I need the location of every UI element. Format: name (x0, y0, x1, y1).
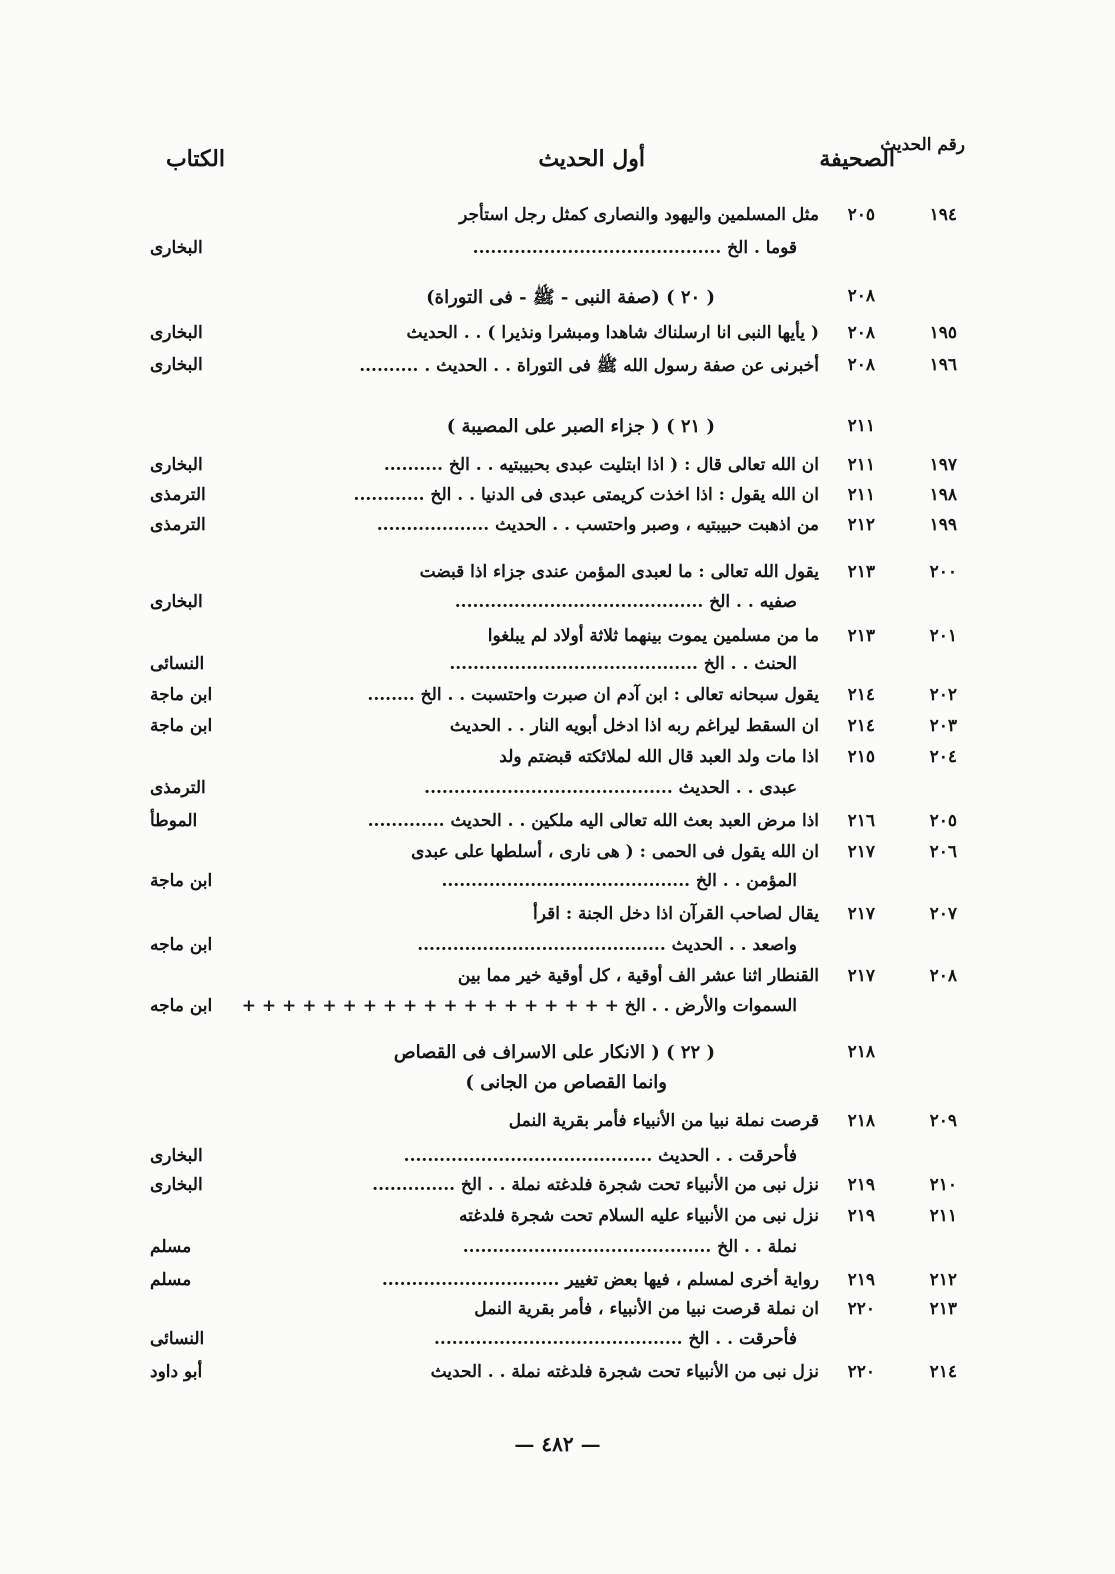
hadith-number: ٢٠٠ (929, 562, 957, 582)
book-name: الترمذى (150, 515, 206, 535)
hadith-number: ٢٠٣ (929, 716, 957, 736)
hadith-row (0, 1175, 1115, 1205)
page-number: — ٤٨٢ — (514, 1432, 601, 1456)
hadith-text: ما من مسلمين يموت بينهما ثلاثة أولاد لم يبلغوا (487, 626, 819, 646)
hadith-row (0, 747, 1115, 777)
hadith-row (0, 1270, 1115, 1300)
continuation-row (0, 778, 1115, 808)
hadith-number: ٢٠٤ (929, 747, 957, 767)
continuation-row (0, 1329, 1115, 1359)
hadith-number: ١٩٧ (929, 455, 957, 475)
book-name: النسائى (150, 654, 205, 674)
hadith-row (0, 485, 1115, 515)
book-name: ابن ماجه (150, 935, 213, 955)
page-number-cell: ٢١٨ (847, 1042, 875, 1062)
hadith-text: صفيه . . الخ .......................................... (454, 592, 797, 612)
hadith-number: ٢١٤ (929, 1362, 957, 1382)
hadith-number: ٢٠٨ (929, 966, 957, 986)
section-heading-row (0, 286, 1115, 316)
section-title: ( ٢١ ) ( جزاء الصبر على المصيبة ) (446, 416, 715, 437)
hadith-row (0, 811, 1115, 841)
continuation-row (0, 238, 1115, 268)
hadith-row (0, 842, 1115, 872)
hadith-row (0, 966, 1115, 996)
hadith-row (0, 1299, 1115, 1329)
hadith-row (0, 323, 1115, 353)
hadith-number: ٢٠٢ (929, 685, 957, 705)
hadith-text: عبدى . . الحديث .......................................... (424, 778, 797, 798)
page-number-cell: ٢١٩ (847, 1206, 875, 1226)
hadith-text: فأحرقت . . الحديث .......................................... (403, 1146, 797, 1166)
book-name: أبو داود (150, 1362, 203, 1382)
hadith-number: ٢١٢ (929, 1270, 957, 1290)
continuation-row (0, 592, 1115, 622)
hadith-text: واصعد . . الحديث .......................................... (417, 935, 797, 955)
hadith-text: نزل نبى من الأنبياء تحت شجرة فلدغته نملة . . الحديث (430, 1362, 819, 1382)
section-title: ( ٢٢ ) ( الانكار على الاسراف فى القصاص (393, 1042, 715, 1063)
page-number-cell: ٢١١ (847, 485, 875, 505)
page-number-cell: ٢١٩ (847, 1270, 875, 1290)
book-name: البخارى (150, 455, 203, 475)
header-hadith-number: رقم الحديث (880, 135, 965, 155)
section-title: وانما القصاص من الجانى ) (465, 1072, 667, 1093)
hadith-row (0, 515, 1115, 545)
section-heading-row (0, 416, 1115, 446)
hadith-text: الحنث . . الخ .......................................... (449, 654, 797, 674)
book-name: الموطأ (150, 811, 198, 831)
hadith-text: مثل المسلمين واليهود والنصارى كمثل رجل استأجر (459, 205, 819, 225)
page-number-cell: ٢٢٠ (847, 1299, 875, 1319)
hadith-number: ٢٠٩ (929, 1111, 957, 1131)
hadith-number: ٢٠١ (929, 626, 957, 646)
page-number-cell: ٢١٨ (847, 1111, 875, 1131)
hadith-row (0, 1362, 1115, 1392)
hadith-row (0, 1111, 1115, 1141)
page-number-cell: ٢٠٨ (847, 286, 875, 306)
hadith-text: رواية أخرى لمسلم ، فيها بعض تغيير .............................. (381, 1270, 819, 1290)
section-heading-row (0, 1072, 1115, 1102)
header-page: الصحيفة (819, 146, 895, 172)
page-number-cell: ٢٠٥ (847, 205, 875, 225)
hadith-text: من اذهبت حبيبتيه ، وصبر واحتسب . . الحديث ................... (376, 515, 819, 535)
page-number-cell: ٢١٧ (847, 966, 875, 986)
book-name: البخارى (150, 1146, 203, 1166)
section-heading-row (0, 1042, 1115, 1072)
book-name: البخارى (150, 238, 203, 258)
continuation-row (0, 1237, 1115, 1267)
page-number-cell: ٢١٤ (847, 685, 875, 705)
page-number-cell: ٢١٧ (847, 842, 875, 862)
page-number-cell: ٢١٤ (847, 716, 875, 736)
page-number-cell: ٢١٧ (847, 904, 875, 924)
hadith-number: ١٩٨ (929, 485, 957, 505)
page-number-cell: ٢٢٠ (847, 1362, 875, 1382)
page-number-cell: ٢١٢ (847, 515, 875, 535)
hadith-row (0, 685, 1115, 715)
book-name: ابن ماجة (150, 871, 213, 891)
hadith-text: المؤمن . . الخ .......................................... (441, 871, 797, 891)
hadith-number: ١٩٦ (929, 355, 957, 375)
hadith-text: قرصت نملة نبيا من الأنبياء فأمر بقرية النمل (508, 1111, 819, 1131)
hadith-text: نملة . . الخ .......................................... (462, 1237, 797, 1257)
book-name: البخارى (150, 1175, 203, 1195)
book-name: مسلم (150, 1237, 192, 1257)
continuation-row (0, 871, 1115, 901)
book-name: مسلم (150, 1270, 192, 1290)
continuation-row (0, 996, 1115, 1026)
page-number-cell: ٢٠٨ (847, 323, 875, 343)
book-name: ابن ماجة (150, 716, 213, 736)
hadith-number: ١٩٥ (929, 323, 957, 343)
hadith-row (0, 626, 1115, 656)
page-number-cell: ٢١٦ (847, 811, 875, 831)
section-title: ( ٢٠ ) (صفة النبى - ﷺ - فى التوراة) (426, 287, 715, 308)
hadith-text: اذا مرض العبد بعث الله تعالى اليه ملكين . . الحديث ............. (367, 811, 819, 831)
page-number-cell: ٢١٥ (847, 747, 875, 767)
book-name: البخارى (150, 355, 203, 375)
book-name: البخارى (150, 592, 203, 612)
hadith-number: ٢٠٥ (929, 811, 957, 831)
hadith-number: ١٩٤ (929, 205, 957, 225)
hadith-text: ان الله تعالى قال : ( اذا ابتليت عبدى بحبيبتيه . . الخ .......... (383, 455, 819, 475)
hadith-text: اذا مات ولد العبد قال الله لملائكته قبضتم ولد (499, 747, 819, 767)
hadith-text: ان نملة قرصت نبيا من الأنبياء ، فأمر بقرية النمل (474, 1299, 819, 1319)
page-number-cell: ٢١٣ (847, 562, 875, 582)
hadith-text: ان الله يقول : اذا اخذت كريمتى عبدى فى الدنيا . . الخ ............ (353, 485, 819, 505)
hadith-row (0, 716, 1115, 746)
book-name: الترمذى (150, 778, 206, 798)
continuation-row (0, 935, 1115, 965)
page-number-cell: ٢١١ (847, 455, 875, 475)
page-number-cell: ٢٠٨ (847, 355, 875, 375)
hadith-row (0, 1206, 1115, 1236)
hadith-text: أخبرنى عن صفة رسول الله ﷺ فى التوراة . . الحديث . .......... (359, 356, 819, 376)
book-name: البخارى (150, 323, 203, 343)
hadith-row (0, 205, 1115, 235)
page-number-cell: ٢١٩ (847, 1175, 875, 1195)
hadith-text: ان السقط ليراغم ربه اذا ادخل أبويه النار . . الحديث (449, 716, 819, 736)
hadith-number: ٢١٣ (929, 1299, 957, 1319)
page-number-cell: ٢١١ (847, 416, 875, 436)
hadith-text: ( يأيها النبى انا ارسلناك شاهدا ومبشرا ونذيرا ) . . الحديث (406, 323, 819, 343)
continuation-row (0, 654, 1115, 684)
hadith-text: يقول الله تعالى : ما لعبدى المؤمن عندى جزاء اذا قبضت (419, 562, 819, 582)
hadith-text: يقول سبحانه تعالى : ابن آدم ان صبرت واحتسبت . . الخ ........ (367, 685, 819, 705)
hadith-text: القنطار اثنا عشر الف أوقية ، كل أوقية خير مما بين (457, 966, 819, 986)
hadith-number: ٢٠٧ (929, 904, 957, 924)
hadith-text: قوما . الخ .......................................... (472, 238, 797, 258)
hadith-text: نزل نبى من الأنبياء عليه السلام تحت شجرة فلدغته (459, 1206, 819, 1226)
hadith-text: يقال لصاحب القرآن اذا دخل الجنة : اقرأ (532, 904, 819, 924)
hadith-text: ان الله يقول فى الحمى : ( هى نارى ، أسلطها على عبدى (411, 842, 819, 862)
hadith-number: ١٩٩ (929, 515, 957, 535)
hadith-number: ٢٠٦ (929, 842, 957, 862)
continuation-row (0, 1146, 1115, 1176)
book-name: الترمذى (150, 485, 206, 505)
header-first-hadith: أول الحديث (538, 146, 645, 172)
hadith-row (0, 355, 1115, 385)
hadith-text: نزل نبى من الأنبياء تحت شجرة فلدغته نملة . . الخ .............. (372, 1175, 819, 1195)
hadith-number: ٢١٠ (929, 1175, 957, 1195)
hadith-number: ٢١١ (929, 1206, 957, 1226)
hadith-text: السموات والأرض . . الخ + + + + + + + + + + + + + + + + + + + (241, 996, 797, 1016)
hadith-text: فأحرقت . . الخ .......................................... (434, 1329, 797, 1349)
book-name: النسائى (150, 1329, 205, 1349)
hadith-row (0, 562, 1115, 592)
header-book: الكتاب (165, 146, 225, 172)
book-name: ابن ماجه (150, 996, 213, 1016)
hadith-row (0, 455, 1115, 485)
book-name: ابن ماجة (150, 685, 213, 705)
hadith-row (0, 904, 1115, 934)
page-number-cell: ٢١٣ (847, 626, 875, 646)
